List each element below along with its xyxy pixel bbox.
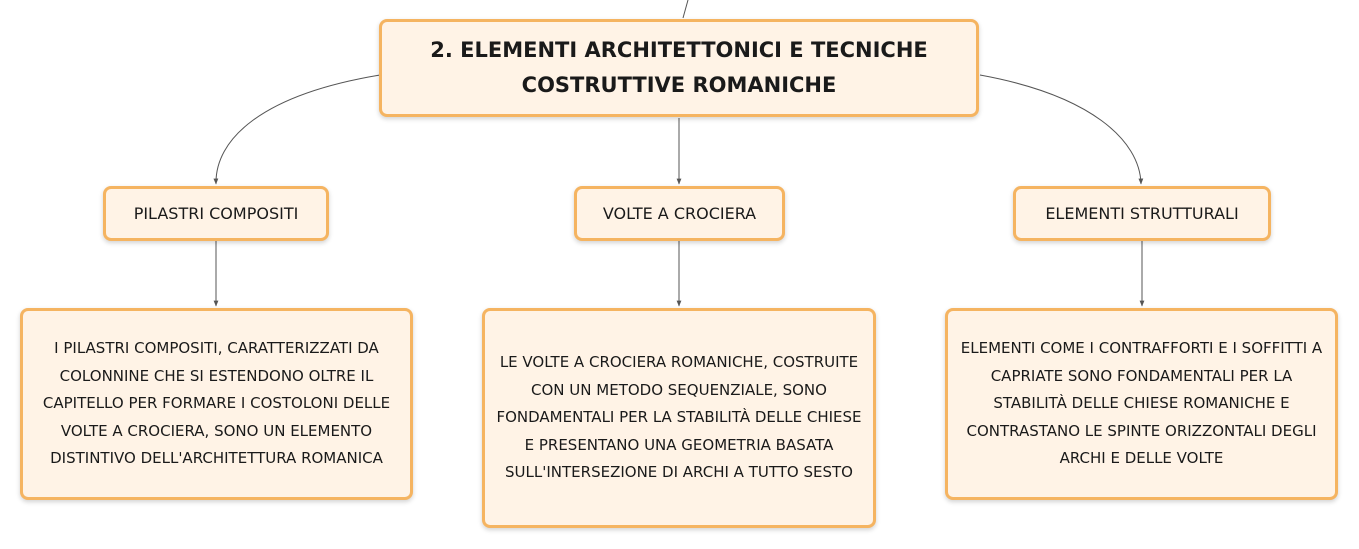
branch-node-elementi-strutturali[interactable] — [1013, 186, 1271, 241]
branch-label-elementi-strutturali: ELEMENTI STRUTTURALI — [1045, 204, 1239, 223]
detail-text-elementi-strutturali: ELEMENTI COME I CONTRAFFORTI E I SOFFITTI A CAPRIATE SONO FONDAMENTALI PER LA STABILITÀ DELLE CHIESE ROMANICHE E CONTRASTANO LE SPINTE ORIZZONTALI DEGLI ARCHI E DELLE VOLTE — [960, 339, 1323, 468]
detail-node-pilastri-compositi[interactable] — [20, 308, 413, 500]
connector-root-to-pilastri — [216, 75, 380, 184]
root-topic-title: 2. ELEMENTI ARCHITETTONICI E TECNICHE COSTRUTTIVE ROMANICHE — [430, 38, 928, 97]
detail-node-volte-a-crociera[interactable] — [482, 308, 876, 528]
detail-text-pilastri-compositi: I PILASTRI COMPOSITI, CARATTERIZZATI DA COLONNINE CHE SI ESTENDONO OLTRE IL CAPITELLO PER FORMARE I COSTOLONI DELLE VOLTE A CROCIERA, SONO UN ELEMENTO DISTINTIVO DELL'ARCHITETTURA ROMANICA — [42, 339, 391, 468]
branch-node-volte-a-crociera[interactable] — [574, 186, 785, 241]
branch-label-volte-a-crociera: VOLTE A CROCIERA — [602, 204, 757, 223]
detail-node-elementi-strutturali[interactable] — [945, 308, 1338, 500]
connector-root-to-elementi — [980, 75, 1141, 184]
branch-label-pilastri-compositi: PILASTRI COMPOSITI — [133, 204, 299, 223]
branch-node-pilastri-compositi[interactable] — [103, 186, 329, 241]
detail-text-volte-a-crociera: LE VOLTE A CROCIERA ROMANICHE, COSTRUITE CON UN METODO SEQUENZIALE, SONO FONDAMENTALI PER LA STABILITÀ DELLE CHIESE E PRESENTANO UNA GEOMETRIA BASATA SULL'INTERSEZIONE DI ARCHI A TUTTO SESTO — [496, 353, 862, 482]
incoming-connector — [683, 0, 688, 18]
root-topic-node[interactable] — [379, 19, 979, 117]
